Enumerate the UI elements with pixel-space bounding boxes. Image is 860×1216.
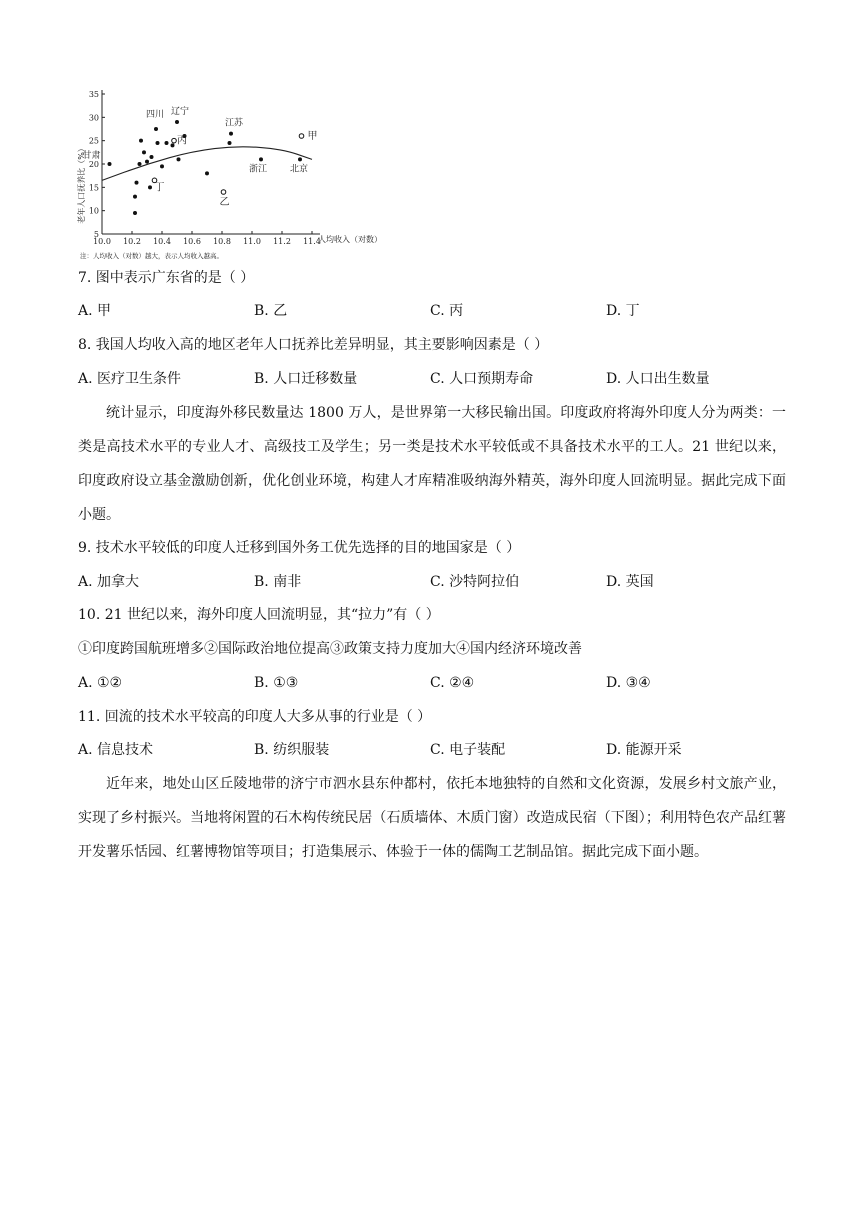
point-label: 甲 <box>307 131 318 142</box>
q10-option-c[interactable]: C. ②④ <box>430 675 475 691</box>
data-point <box>148 185 152 189</box>
q11-option-a[interactable]: A. 信息技术 <box>78 742 154 758</box>
point-label: 北京 <box>290 164 309 175</box>
q9-option-d[interactable]: D. 英国 <box>606 574 654 590</box>
q7-stem: 7. 图中表示广东省的是（ ） <box>78 270 255 286</box>
data-point <box>175 120 179 124</box>
x-tick-label: 10.2 <box>123 237 141 246</box>
hollow-point <box>299 134 304 139</box>
x-tick-label: 11.0 <box>243 237 261 246</box>
x-tick-label: 10.0 <box>93 237 111 246</box>
data-point <box>156 141 160 145</box>
data-point <box>154 127 158 131</box>
point-label: 辽宁 <box>171 107 190 117</box>
q8-option-a[interactable]: A. 医疗卫生条件 <box>78 371 182 387</box>
y-tick-label: 35 <box>88 90 99 99</box>
q9-option-b[interactable]: B. 南非 <box>254 574 302 590</box>
q7-option-a[interactable]: A. 甲 <box>78 303 112 319</box>
data-point <box>142 150 146 154</box>
q11-option-b[interactable]: B. 纺织服装 <box>254 742 330 758</box>
data-point <box>133 211 137 215</box>
q7-option-b[interactable]: B. 乙 <box>254 303 288 319</box>
x-tick-label: 10.4 <box>153 237 171 246</box>
y-axis-label: 老年人口抚养比（%） <box>77 144 86 224</box>
q8-option-d[interactable]: D. 人口出生数量 <box>606 371 710 387</box>
passage-india-migration: 统计显示，印度海外移民数量达 1800 万人，是世界第一大移民输出国。印度政府将海外印度人分为两类：一类是高技术水平的专业人才、高级技工及学生；另一类是技术水平较低或不具备技术水平的工人。21 世纪以来，印度政府设立基金激励创新，优化创业环境，构建人才库精准吸纳海外精英，海外印度人回流明显。据此完成下面小题。 <box>78 405 786 523</box>
x-tick-label: 11.4 <box>303 237 321 246</box>
q11-option-d[interactable]: D. 能源开采 <box>606 742 682 758</box>
q11-option-c[interactable]: C. 电子装配 <box>430 742 506 758</box>
q9-option-a[interactable]: A. 加拿大 <box>78 574 140 590</box>
data-point <box>171 143 175 147</box>
point-label: 丙 <box>177 135 187 147</box>
point-label: 甘肃 <box>82 151 101 161</box>
q7-option-c[interactable]: C. 丙 <box>430 303 464 319</box>
q11-stem: 11. 回流的技术水平较高的印度人大多从事的行业是（ ） <box>78 709 432 725</box>
y-tick-label: 25 <box>88 136 99 146</box>
point-label: 乙 <box>219 197 230 208</box>
x-tick-label: 11.2 <box>273 237 291 246</box>
data-point <box>145 160 149 164</box>
data-point <box>150 155 154 159</box>
data-point <box>139 139 143 143</box>
data-point <box>138 162 142 166</box>
data-point <box>135 181 139 185</box>
data-point <box>108 162 112 166</box>
q8-option-b[interactable]: B. 人口迁移数量 <box>254 371 358 387</box>
data-point <box>205 171 209 175</box>
scatter-chart <box>72 84 402 274</box>
point-label: 江苏 <box>225 118 244 129</box>
q10-option-d[interactable]: D. ③④ <box>606 675 651 691</box>
q10-statements: ①印度跨国航班增多②国际政治地位提高③政策支持力度加大④国内经济环境改善 <box>78 641 582 657</box>
q8-option-c[interactable]: C. 人口预期寿命 <box>430 371 534 387</box>
y-tick-label: 15 <box>88 183 99 193</box>
x-axis-label: 人均收入（对数） <box>318 235 382 244</box>
hollow-point <box>172 138 177 143</box>
data-point <box>259 157 263 161</box>
q8-stem: 8. 我国人均收入高的地区老年人口抚养比差异明显，其主要影响因素是（ ） <box>78 337 549 353</box>
y-tick-label: 5 <box>93 230 99 239</box>
q10-option-b[interactable]: B. ①③ <box>254 675 299 691</box>
x-tick-label: 10.6 <box>183 237 201 246</box>
passage-rural-tourism: 近年来，地处山区丘陵地带的济宁市泗水县东仲都村，依托本地独特的自然和文化资源，发展乡村文旅产业，实现了乡村振兴。当地将闲置的石木构传统民居（石质墙体、木质门窗）改造成民宿（下图）；利用特色农产品红薯开发薯乐恬园、红薯博物馆等项目；打造集展示、体验于一体的儒陶工艺制品馆。据此完成下面小题。 <box>78 776 786 860</box>
q9-stem: 9. 技术水平较低的印度人迁移到国外务工优先选择的目的地国家是（ ） <box>78 540 521 556</box>
data-point <box>228 141 232 145</box>
data-point <box>177 157 181 161</box>
q10-stem: 10. 21 世纪以来，海外印度人回流明显，其“拉力”有（ ） <box>78 607 440 623</box>
chart-note: 注：人均收入（对数）越大，表示人均收入越高。 <box>80 252 223 260</box>
chart-marks <box>83 105 318 215</box>
data-point <box>133 195 137 199</box>
chart-axes <box>89 90 321 246</box>
data-point <box>160 164 164 168</box>
point-label: 浙江 <box>249 164 268 175</box>
y-tick-label: 30 <box>88 113 99 123</box>
point-label: 四川 <box>146 110 165 120</box>
q10-option-a[interactable]: A. ①② <box>78 675 123 691</box>
y-tick-label: 20 <box>88 160 99 169</box>
hollow-point <box>221 190 226 195</box>
data-point <box>298 157 302 161</box>
point-label: 丁 <box>154 182 165 194</box>
q9-option-c[interactable]: C. 沙特阿拉伯 <box>430 574 520 590</box>
x-tick-label: 10.8 <box>213 237 231 246</box>
data-point <box>165 141 169 145</box>
data-point <box>229 132 233 136</box>
y-tick-label: 10 <box>88 206 99 216</box>
q7-option-d[interactable]: D. 丁 <box>606 303 640 319</box>
